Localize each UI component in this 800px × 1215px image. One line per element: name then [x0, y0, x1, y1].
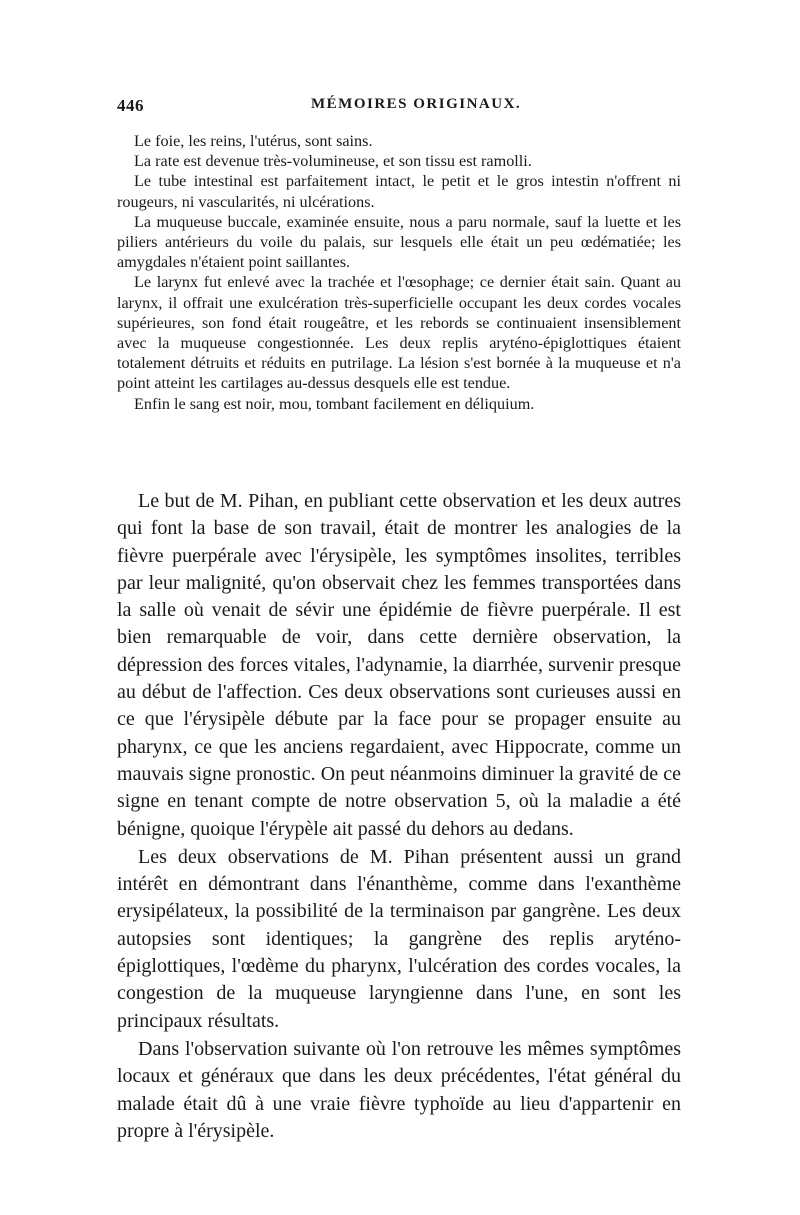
page-number: 446: [117, 96, 144, 115]
paragraph-buccal-mucosa: La muqueuse buccale, examinée ensuite, nous a paru normale, sauf la luette et les piliers antérieurs du voile du palais, sur lesquels elle était un peu œdématiée; les amygdales n'étaient point saillantes.: [117, 212, 681, 272]
paragraph-pihan-purpose: Le but de M. Pihan, en publiant cette observation et les deux autres qui font la base de son travail, était de montrer les analogies de la fièvre puerpérale avec l'érysipèle, les symptômes insolites, terribles par leur malignité, qu'on observait chez les femmes transportées dans la salle où venait de sévir une épidémie de fièvre puerpérale. Il est bien remarquable de voir, dans cette dernière observation, la dépression des forces vitales, l'adynamie, la diarrhée, survenir presque au début de l'affection. Ces deux observations sont curieuses aussi en ce que l'érysipèle débute par la face pour se propager ensuite au pharynx, ce que les anciens regardaient, avec Hippocrate, comme un mauvais signe pronostic. On peut néanmoins diminuer la gravité de ce signe en tenant compte de notre observation 5, où la maladie a été bénigne, quoique l'érypèle ait passé du dehors au dedans.: [117, 490, 681, 840]
paragraph-spleen: La rate est devenue très-volumineuse, et son tissu est ramolli.: [134, 152, 532, 171]
paragraph-blood: Enfin le sang est noir, mou, tombant facilement en déliquium.: [134, 394, 535, 413]
paragraph-larynx: Le larynx fut enlevé avec la trachée et l'œsophage; ce dernier était sain. Quant au larynx, il offrait une exulcération très-superficielle occupant les deux cordes vocales supérieures, son fond était rougeâtre, et les rebords se continuaient insensiblement avec la muqueuse congestionnée. Les deux replis aryténo-épiglottiques étaient totalement détruits et réduits en putrilage. La lésion s'est bornée à la muqueuse et n'a point atteint les cartilages au-dessus desquels elle est tendue.: [117, 273, 681, 393]
paragraph-gangrene: Les deux observations de M. Pihan présentent aussi un grand intérêt en démontrant dans l'énanthème, comme dans l'exanthème erysipélateux, la possibilité de la terminaison par gangrène. Les deux autopsies sont identiques; la gangrène des replis aryténo-épiglottiques, l'œdème du pharynx, l'ulcération des cordes vocales, la congestion de la muqueuse laryngienne dans l'une, en sont les principaux résultats.: [117, 845, 681, 1032]
running-title: MÉMOIRES ORIGINAUX.: [311, 96, 522, 112]
paragraph-intestine: Le tube intestinal est parfaitement intact, le petit et le gros intestin n'offrent ni rougeurs, ni vascularités, ni ulcérations.: [117, 172, 681, 211]
page-header: [117, 96, 681, 120]
paragraph-liver: Le foie, les reins, l'utérus, sont sains.: [134, 132, 373, 150]
autopsy-findings-section: [117, 131, 681, 414]
commentary-section: [117, 488, 681, 1145]
paragraph-next-observation: Dans l'observation suivante où l'on retrouve les mêmes symptômes locaux et généraux que dans les deux précédentes, l'état général du malade était dû à une vraie fièvre typhoïde au lieu d'appartenir en propre à l'érysipèle.: [117, 1037, 681, 1142]
